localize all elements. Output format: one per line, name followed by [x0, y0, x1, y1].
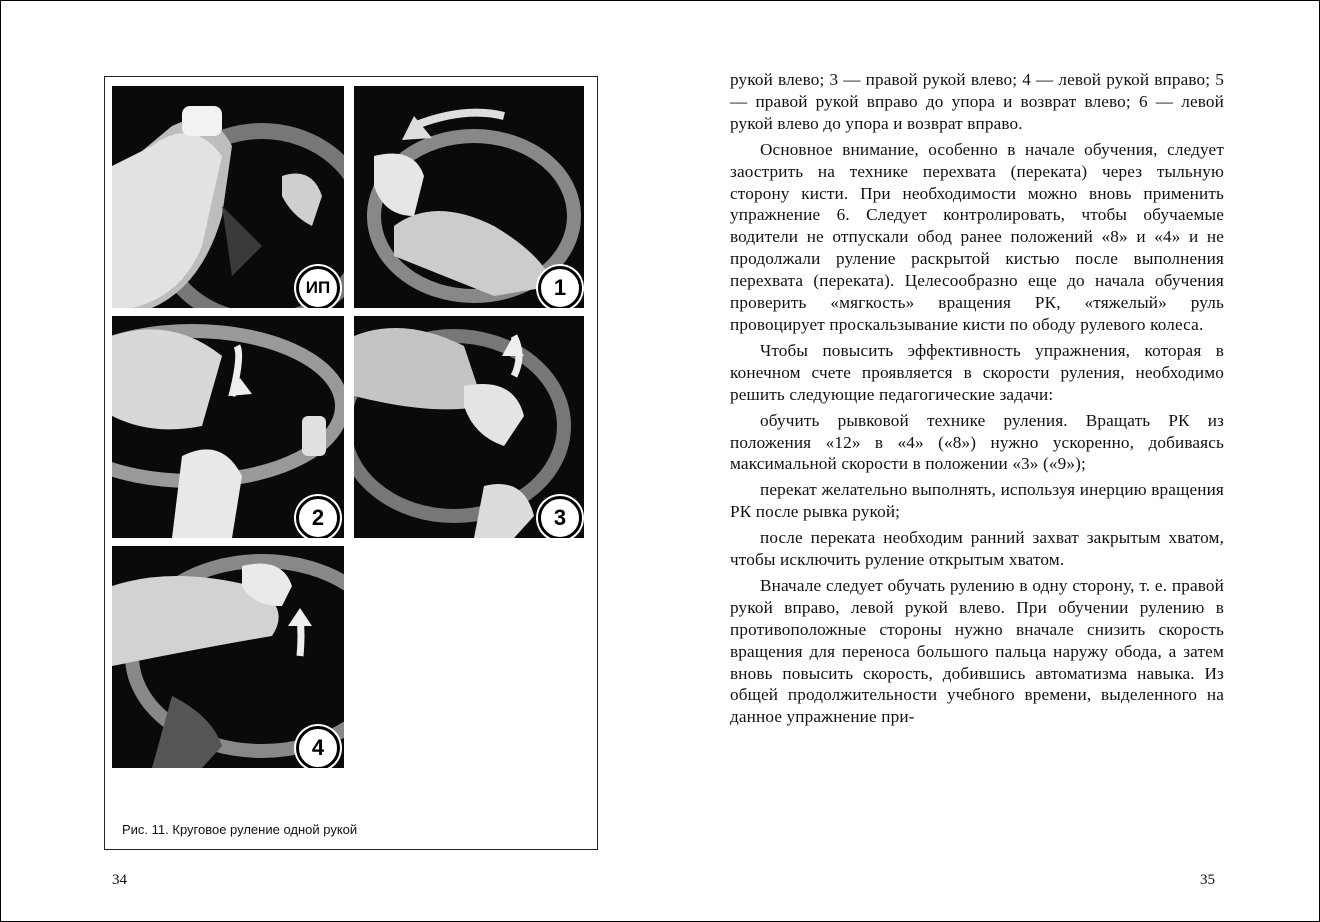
panel-label-badge: ИП: [296, 266, 340, 308]
body-text: [730, 69, 1224, 728]
panel-label-badge: 3: [538, 496, 582, 538]
figure-photo-ip: [112, 86, 344, 308]
paragraph: Основное внимание, особенно в начале обучения, следует заострить на технике перехвата (переката) через тыльную сторону кисти. При необходимости можно вновь применить упражнение 6. Следует контролировать, чтобы обучаемые водители не отпускали обод ранее положений «8» и «4» и не продолжали руление раскрытой кистью после выполнения перехвата (переката). Целесообразно еще до начала обучения проверить «мягкость» вращения РК, «тяжелый» руль провоцирует проскальзывание кисти по ободу рулевого колеса.: [730, 139, 1224, 334]
panel-label-badge: 4: [296, 726, 340, 768]
paragraph: перекат желательно выполнять, используя инерцию вращения РК после рывка рукой;: [730, 480, 1224, 522]
panel-label-badge: 1: [538, 266, 582, 308]
paragraph: Вначале следует обучать рулению в одну сторону, т. е. правой рукой вправо, левой рукой влево. При обучении рулению в противоположные стороны нужно вначале снизить скорость вращения для переноса большого пальца наружу обода, а затем вновь повысить скорость, добившись автоматизма навыка. Из общей продолжительности учебного времени, выделенного на данное упражнение при-: [730, 575, 1224, 727]
figure-photo-2: [112, 316, 344, 538]
panel-label-badge: 2: [296, 496, 340, 538]
figure-photo-1: [354, 86, 584, 308]
figure-caption: Рис. 11. Круговое руление одной рукой: [122, 822, 358, 837]
page-number-left: 34: [112, 872, 127, 888]
figure-photo-4: [112, 546, 344, 768]
paragraph: после переката необходим ранний захват закрытым хватом, чтобы исключить руление открытым хватом.: [730, 528, 1224, 570]
paragraph: обучить рывковой технике руления. Вращать РК из положения «12» в «4» («8») нужно ускоренно, добиваясь максимальной скорости в положении «3» («9»);: [730, 410, 1224, 474]
paragraph: Чтобы повысить эффективность упражнения, которая в конечном счете проявляется в скорости руления, необходимо решить следующие педагогические задачи:: [730, 340, 1224, 404]
figure-photo-3: [354, 316, 584, 538]
page-number-right: 35: [1200, 872, 1215, 888]
paragraph: рукой влево; 3 — правой рукой влево; 4 — левой рукой вправо; 5 — правой рукой вправо до упора и возврат влево; 6 — левой рукой влево до упора и возврат вправо.: [730, 70, 1224, 133]
